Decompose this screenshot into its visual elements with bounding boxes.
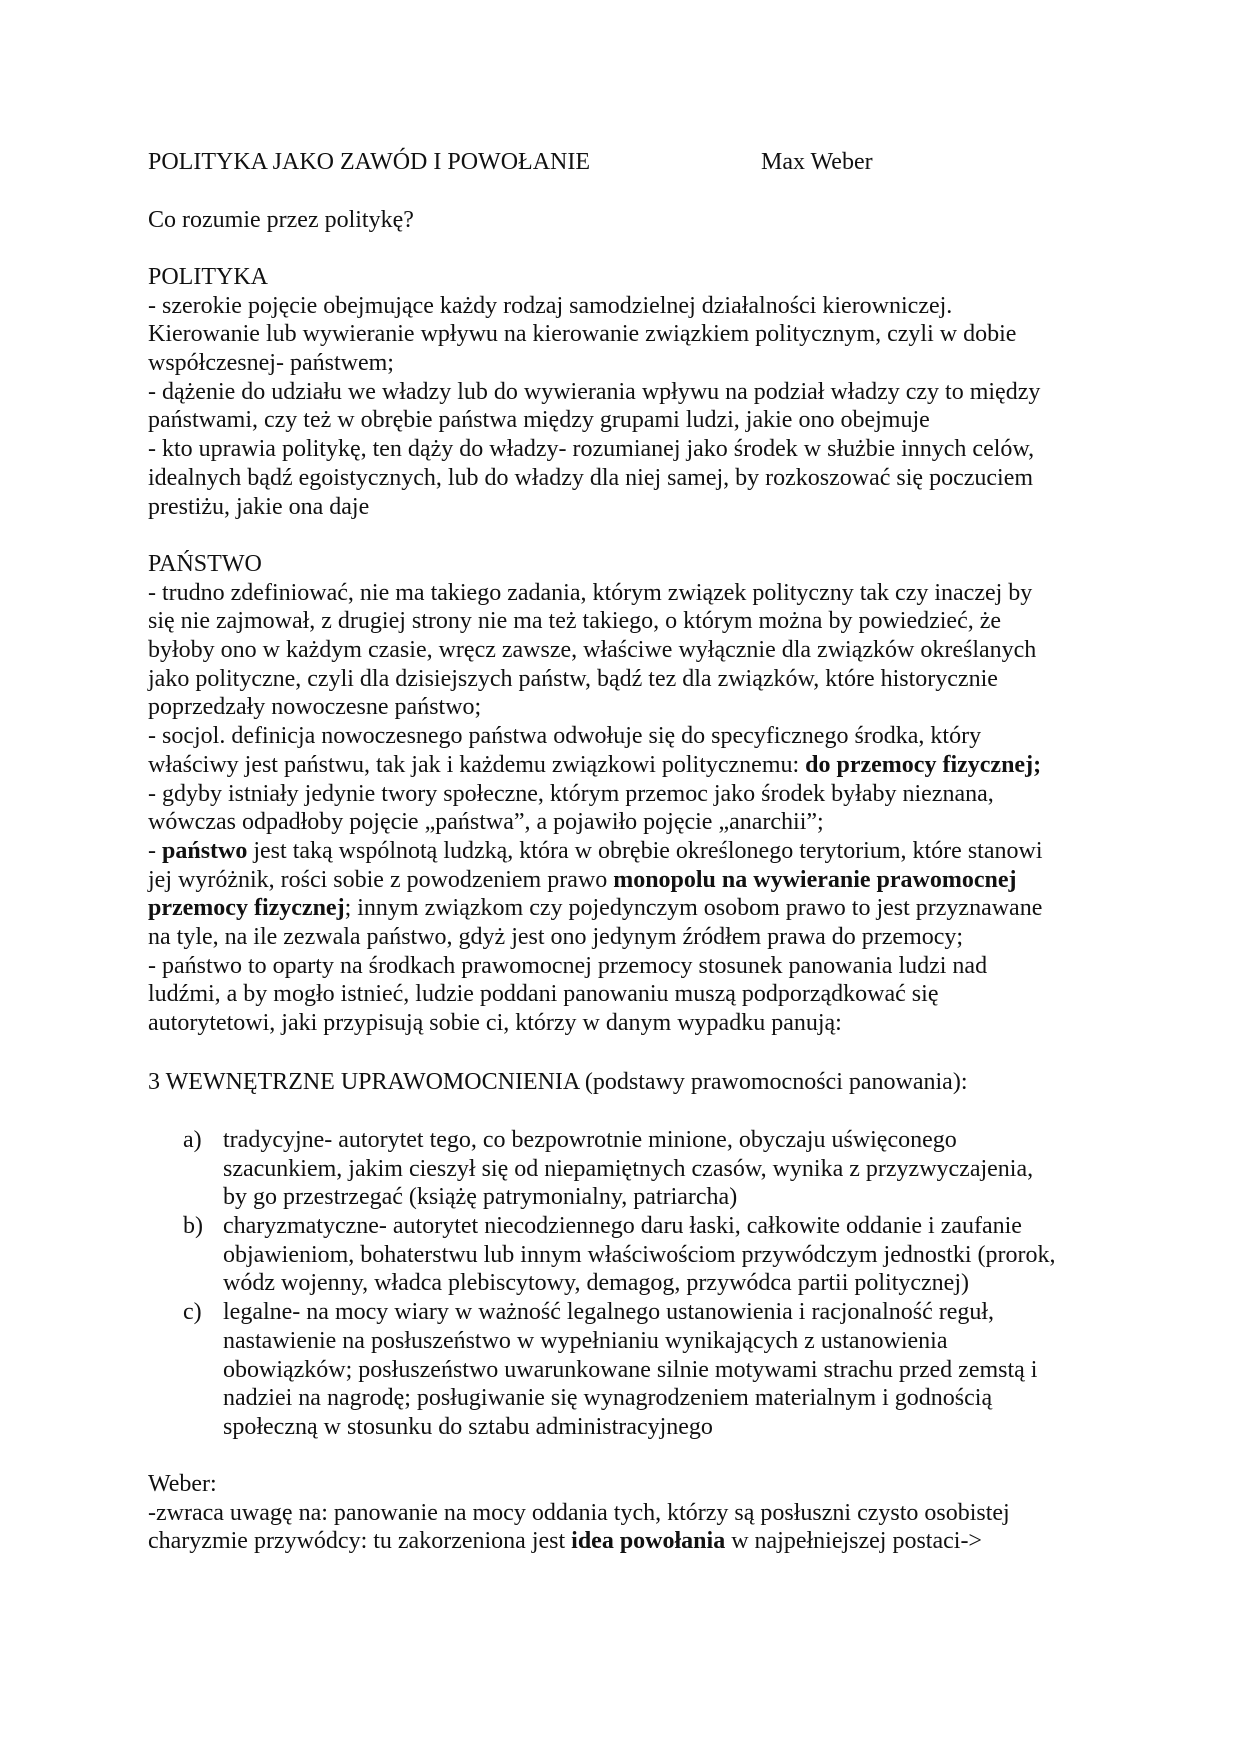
section-heading: POLITYKA (148, 264, 268, 290)
text-line (223, 1155, 1056, 1184)
text-line (148, 579, 1043, 608)
text-line (148, 894, 1043, 923)
text-segment: ludźmi, a by mogło istnieć, ludzie poddani panowaniu muszą podporządkować się (148, 981, 939, 1008)
text-line (223, 1413, 1056, 1442)
text-segment: - kto uprawia politykę, ten dąży do władzy- rozumianej jako środek w służbie innych celów, (148, 436, 1035, 463)
text-line (148, 751, 1043, 780)
text-segment: Kierowanie lub wywieranie wpływu na kierowanie związkiem politycznym, czyli w dobie (148, 321, 1017, 348)
section-panstwo (148, 550, 1043, 1038)
text-line (148, 292, 1040, 321)
text-line (148, 866, 1043, 895)
text-segment: charyzmie przywódcy: tu zakorzeniona jest (148, 1528, 572, 1555)
document-title: POLITYKA JAKO ZAWÓD I POWOŁANIE (148, 149, 591, 175)
text-line (148, 1527, 1010, 1556)
section-heading: PAŃSTWO (148, 551, 262, 577)
list-marker: c) (183, 1299, 202, 1326)
question: Co rozumie przez politykę? (148, 207, 414, 233)
text-line (148, 406, 1040, 435)
bold-text: państwo (162, 837, 248, 864)
text-line (223, 1327, 1056, 1356)
text-segment: się nie zajmował, z drugiej strony nie ma też takiego, o którym można by powiedzieć, że (148, 608, 1002, 635)
text-line (148, 435, 1040, 464)
text-line (223, 1241, 1056, 1270)
text-segment: ; innym związkom czy pojedynczym osobom prawo to jest przyznawane (344, 895, 1043, 922)
text-segment: państwami, czy też w obrębie państwa między grupami ludzi, jakie ono obejmuje (148, 407, 930, 434)
text-segment: - dążenie do udziału we władzy lub do wywierania wpływu na podział władzy czy to między (148, 378, 1041, 405)
text-line (148, 780, 1043, 809)
text-line (223, 1126, 1056, 1155)
text-segment: społeczną w stosunku do sztabu administracyjnego (223, 1413, 713, 1440)
text-line (223, 1356, 1056, 1385)
text-segment: - gdyby istniały jedynie twory społeczne, którym przemoc jako środek byłaby nieznana, (148, 780, 994, 807)
text-line (148, 665, 1043, 694)
text-segment: jest taką wspólnotą ludzką, która w obrębie określonego terytorium, które stanowi (247, 837, 1043, 864)
text-line (148, 1499, 1010, 1528)
text-line (148, 1009, 1043, 1038)
text-segment: byłoby ono w każdym czasie, wręcz zawsze, właściwe wyłącznie dla związków określanych (148, 637, 1037, 664)
list-marker: a) (183, 1127, 202, 1153)
text-line (223, 1384, 1056, 1413)
text-segment: - trudno zdefiniować, nie ma takiego zadania, którym związek polityczny tak czy inaczej by (148, 579, 1033, 606)
text-segment: jej wyróżnik, rości sobie z powodzeniem prawo (148, 866, 614, 893)
section-weber (148, 1470, 1010, 1556)
text-segment: objawieniom, bohaterstwu lub innym właściwościom przywódczym jednostki (prorok, (223, 1241, 1056, 1268)
text-line (148, 837, 1043, 866)
text-segment: właściwy jest państwu, tak jak i każdemu związkowi politycznemu: (148, 751, 806, 778)
text-segment: na tyle, na ile zezwala państwo, gdyż jest ono jedynym źródłem prawa do przemocy; (148, 923, 964, 950)
text-segment: tradycyjne- autorytet tego, co bezpowrotnie minione, obyczaju uświęconego (223, 1127, 957, 1153)
text-segment: charyzmatyczne- autorytet niecodziennego daru łaski, całkowite oddanie i zaufanie (223, 1213, 1022, 1240)
text-segment: jako polityczne, czyli dla dzisiejszych państw, bądź tez dla związków, które historycznie (148, 665, 998, 692)
text-line (148, 320, 1040, 349)
bold-text: do przemocy fizycznej; (805, 751, 1042, 778)
text-segment: poprzedzały nowoczesne państwo; (148, 694, 482, 721)
list-item (183, 1212, 1056, 1298)
text-segment: legalne- na mocy wiary w ważność legalnego ustanowienia i racjonalność reguł, (223, 1299, 995, 1326)
text-line (223, 1183, 1056, 1212)
text-line (148, 693, 1043, 722)
text-segment: -zwraca uwagę na: panowanie na mocy oddania tych, którzy są posłuszni czysto osobistej (148, 1499, 1010, 1526)
text-segment: - szerokie pojęcie obejmujące każdy rodzaj samodzielnej działalności kierowniczej. (148, 292, 953, 319)
text-segment: autorytetowi, jaki przypisują sobie ci, którzy w danym wypadku panują: (148, 1010, 842, 1036)
text-segment: obowiązków; posłuszeństwo uwarunkowane silnie motywami strachu przed zemstą i (223, 1356, 1038, 1383)
bold-text: monopolu na wywieranie prawomocnej (613, 866, 1017, 893)
bold-text: przemocy fizycznej (148, 895, 345, 922)
text-line (148, 349, 1040, 378)
text-segment: idealnych bądź egoistycznych, lub do władzy dla niej samej, by rozkoszować się poczuciem (148, 464, 1034, 491)
text-line (223, 1269, 1056, 1298)
text-segment: nadziei na nagrodę; posługiwanie się wynagrodzeniem materialnym i godnością (223, 1385, 993, 1412)
list-marker: b) (183, 1213, 203, 1240)
text-segment: - państwo to oparty na środkach prawomocnej przemocy stosunek panowania ludzi nad (148, 952, 988, 979)
text-segment: - socjol. definicja nowoczesnego państwa odwołuje się do specyficznego środka, który (148, 723, 982, 750)
text-line (148, 378, 1040, 407)
text-segment: nastawienie na posłuszeństwo w wypełnianiu wynikających z ustanowienia (223, 1327, 948, 1354)
text-line (148, 464, 1040, 493)
text-segment: współczesnej- państwem; (148, 350, 394, 377)
text-segment: wódz wojenny, władca plebiscytowy, demagog, przywódca partii politycznej) (223, 1270, 969, 1297)
text-segment: by go przestrzegać (książę patrymonialny, patriarcha) (223, 1184, 738, 1211)
list-item (183, 1298, 1056, 1441)
bold-text: idea powołania (571, 1528, 726, 1555)
text-segment: szacunkiem, jakim cieszył się od niepamiętnych czasów, wynika z przyzwyczajenia, (223, 1155, 1034, 1182)
text-line (148, 923, 1043, 952)
list-item (183, 1126, 1056, 1212)
text-line (148, 722, 1043, 751)
legitimations-list (183, 1126, 1056, 1442)
section-legitimations-heading: 3 WEWNĘTRZNE UPRAWOMOCNIENIA (podstawy prawomocności panowania): (148, 1069, 968, 1095)
text-line (148, 636, 1043, 665)
text-line (148, 493, 1040, 522)
text-segment: - (148, 837, 162, 864)
text-line (148, 607, 1043, 636)
text-line (223, 1212, 1056, 1241)
text-line (148, 980, 1043, 1009)
text-line (223, 1298, 1056, 1327)
text-segment: wówczas odpadłoby pojęcie „państwa”, a pojawiło pojęcie „anarchii”; (148, 809, 824, 836)
text-segment: prestiżu, jakie ona daje (148, 493, 370, 520)
text-line (148, 808, 1043, 837)
section-polityka (148, 263, 1040, 521)
section-heading: Weber: (148, 1471, 217, 1497)
document-author: Max Weber (761, 149, 873, 175)
text-line (148, 952, 1043, 981)
text-segment: w najpełniejszej postaci-> (725, 1528, 982, 1555)
